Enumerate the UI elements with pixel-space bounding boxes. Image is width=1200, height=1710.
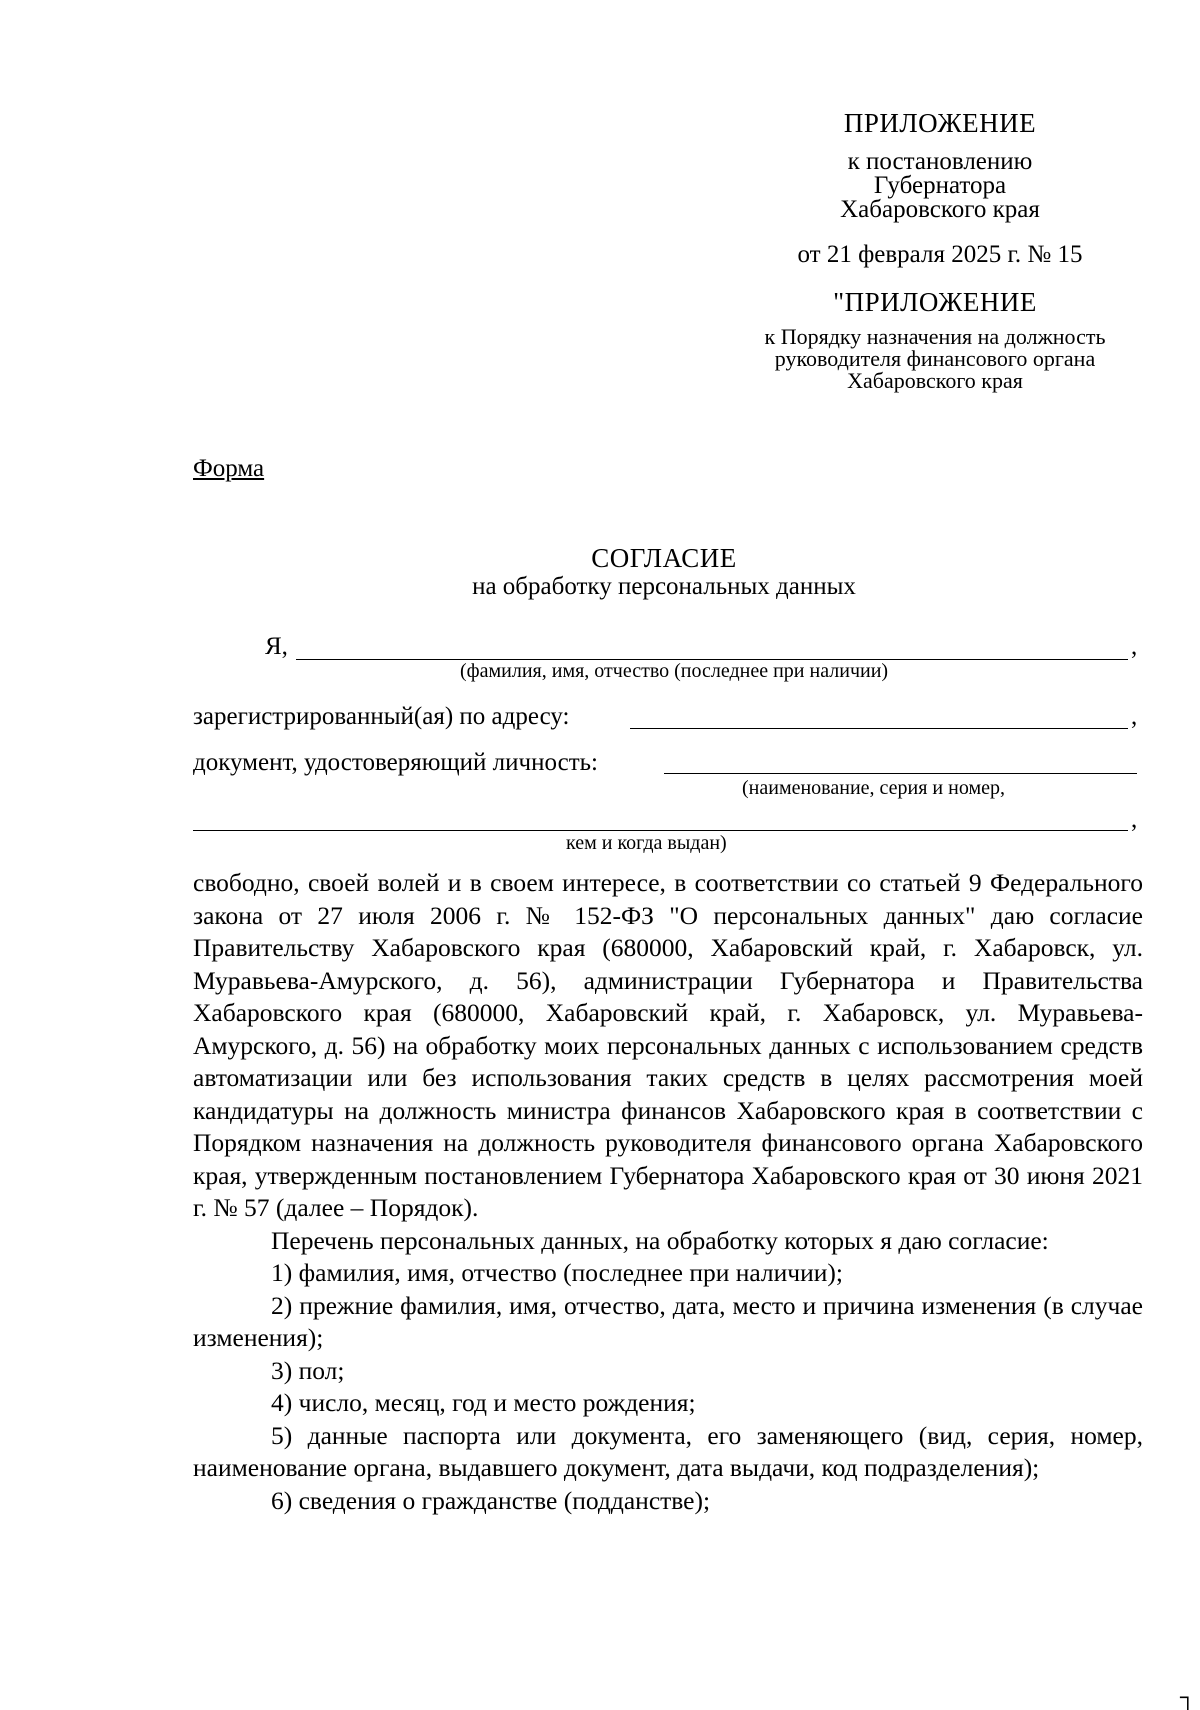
consent-body [193,867,1143,1517]
ya-label: Я, [265,633,288,660]
list-item-2: 2) прежние фамилия, имя, отчество, дата, место и причина изменения (в случае изменения); [193,1290,1143,1352]
scan-corner-mark: ┐ [1180,1684,1196,1709]
annex-line-3: Хабаровского края [847,368,1023,393]
list-item-6: 6) сведения о гражданстве (подданстве); [271,1485,711,1515]
id-document-field-line-2[interactable] [193,830,1128,831]
annex-header [730,287,1140,392]
id-document-hint-2: кем и когда выдан) [566,832,727,854]
document-title-sub: на обработку персональных данных [472,573,856,600]
appendix-line-3: Хабаровского края [840,196,1040,223]
list-intro: Перечень персональных данных, на обработку которых я даю согласие: [271,1225,1049,1255]
annex-line-1: к Порядку назначения на должность [764,324,1106,349]
id-document-hint-1: (наименование, серия и номер, [742,777,1005,799]
address-field-comma: , [1131,703,1138,730]
appendix-line-2: Губернатора [873,172,1007,199]
appendix-line-1: к постановлению [847,148,1033,175]
list-item-1: 1) фамилия, имя, отчество (последнее при наличии); [271,1258,843,1287]
annex-line-2: руководителя финансового органа [774,346,1096,371]
list-item-4: 4) число, месяц, год и место рождения; [271,1388,696,1417]
list-item-3: 3) пол; [271,1355,345,1385]
list-item-5: 5) данные паспорта или документа, его заменяющего (вид, серия, номер, наименование органа, выдавшего документ, дата выдачи, код подразделения); [193,1420,1143,1482]
document-title [300,543,1028,600]
document-title-main: СОГЛАСИЕ [591,543,737,573]
address-label: зарегистрированный(ая) по адресу: [193,703,570,730]
id-document-label: документ, удостоверяющий личность: [193,749,598,776]
form-label: Форма [193,455,265,482]
address-field-line[interactable] [630,728,1128,729]
appendix-header [780,108,1100,270]
id-document-field-comma: , [1131,806,1138,833]
name-field-comma: , [1131,633,1138,660]
consent-paragraph: свободно, своей волей и в своем интересе, в соответствии со статьей 9 Федерального закона от 27 июля 2006 г. № 152-ФЗ "О персональных данных" даю согласие Правительству Хабаровского края (680000, Хабаровский край, г. Хабаровск, ул. Муравьева-Амурского, д. 56), администрации Губернатора и Правительства Хабаровского края (680000, Хабаровский край, г. Хабаровск, ул. Муравьева-Амурского, д. 56) на обработку моих персональных данных с использованием средств автоматизации или без использования таких средств в целях рассмотрения моей кандидатуры на должность министра финансов Хабаровского края в соответствии с Порядком назначения на должность руководителя финансового органа Хабаровского края, утвержденным постановлением Губернатора Хабаровского края от 30 июня 2021 г. № 57 (далее – Порядок). [193,868,1143,1222]
appendix-date: от 21 февраля 2025 г. № 15 [797,241,1083,268]
id-document-field-line[interactable] [664,773,1137,774]
name-field-hint: (фамилия, имя, отчество (последнее при наличии) [460,660,889,682]
appendix-title: ПРИЛОЖЕНИЕ [843,108,1037,138]
annex-title: "ПРИЛОЖЕНИЕ [833,287,1037,317]
